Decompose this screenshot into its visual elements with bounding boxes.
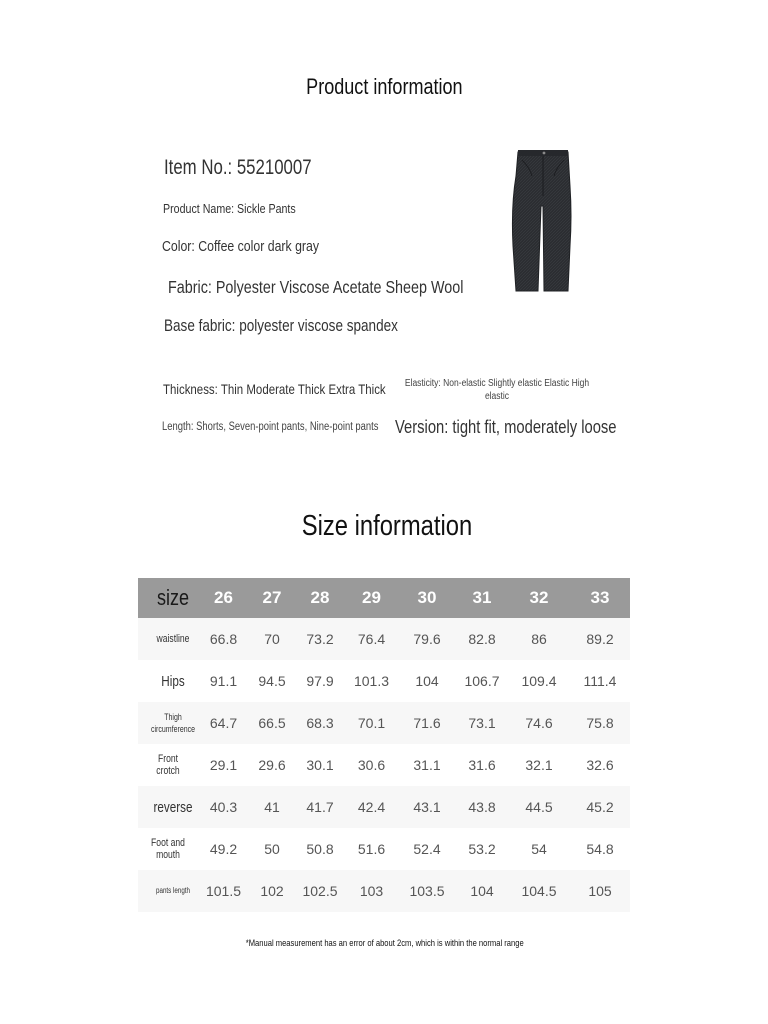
item-number: Item No.: 55210007 bbox=[164, 156, 312, 179]
table-cell: 32.1 bbox=[508, 744, 570, 786]
row-label-thigh: Thigh circumference bbox=[138, 702, 198, 744]
table-cell: 43.1 bbox=[398, 786, 456, 828]
measurement-note: *Manual measurement has an error of about 2cm, which is within the normal range bbox=[246, 938, 524, 949]
table-cell: 89.2 bbox=[570, 618, 630, 660]
product-base-fabric: Base fabric: polyester viscose spandex bbox=[164, 317, 398, 335]
size-header-cell: 30 bbox=[398, 578, 456, 618]
pants-illustration bbox=[508, 146, 576, 296]
product-thickness: Thickness: Thin Moderate Thick Extra Thick bbox=[163, 381, 386, 397]
table-row bbox=[138, 702, 630, 744]
table-cell: 75.8 bbox=[570, 702, 630, 744]
table-cell: 105 bbox=[570, 870, 630, 912]
table-row bbox=[138, 744, 630, 786]
row-label-waistline: waistline bbox=[138, 618, 198, 660]
table-cell: 101.5 bbox=[198, 870, 249, 912]
table-cell: 52.4 bbox=[398, 828, 456, 870]
table-cell: 44.5 bbox=[508, 786, 570, 828]
size-header-row bbox=[138, 578, 630, 618]
table-cell: 73.1 bbox=[456, 702, 508, 744]
table-row bbox=[138, 660, 630, 702]
table-row bbox=[138, 618, 630, 660]
product-color: Color: Coffee color dark gray bbox=[162, 238, 320, 255]
table-cell: 32.6 bbox=[570, 744, 630, 786]
table-cell: 51.6 bbox=[345, 828, 398, 870]
table-cell: 43.8 bbox=[456, 786, 508, 828]
table-cell: 49.2 bbox=[198, 828, 249, 870]
table-cell: 97.9 bbox=[295, 660, 345, 702]
table-cell: 109.4 bbox=[508, 660, 570, 702]
table-cell: 74.6 bbox=[508, 702, 570, 744]
table-cell: 103 bbox=[345, 870, 398, 912]
table-cell: 102.5 bbox=[295, 870, 345, 912]
table-cell: 91.1 bbox=[198, 660, 249, 702]
table-cell: 94.5 bbox=[249, 660, 295, 702]
table-cell: 70 bbox=[249, 618, 295, 660]
table-cell: 29.6 bbox=[249, 744, 295, 786]
table-cell: 73.2 bbox=[295, 618, 345, 660]
table-cell: 71.6 bbox=[398, 702, 456, 744]
table-cell: 54 bbox=[508, 828, 570, 870]
row-label-foot-mouth: Foot and mouth bbox=[138, 828, 198, 870]
table-cell: 66.8 bbox=[198, 618, 249, 660]
table-cell: 104 bbox=[456, 870, 508, 912]
table-cell: 86 bbox=[508, 618, 570, 660]
size-table bbox=[138, 578, 630, 912]
product-elasticity: Elasticity: Non-elastic Slightly elastic Elastic High elastic bbox=[404, 378, 590, 402]
table-cell: 103.5 bbox=[398, 870, 456, 912]
table-cell: 101.3 bbox=[345, 660, 398, 702]
table-cell: 68.3 bbox=[295, 702, 345, 744]
table-cell: 31.6 bbox=[456, 744, 508, 786]
table-cell: 50 bbox=[249, 828, 295, 870]
page-title: Product information bbox=[305, 74, 463, 99]
pants-image bbox=[508, 146, 576, 296]
table-cell: 66.5 bbox=[249, 702, 295, 744]
table-cell: 102 bbox=[249, 870, 295, 912]
table-row bbox=[138, 870, 630, 912]
size-section-title: Size information bbox=[301, 510, 473, 542]
table-cell: 111.4 bbox=[570, 660, 630, 702]
table-cell: 40.3 bbox=[198, 786, 249, 828]
table-cell: 30.1 bbox=[295, 744, 345, 786]
product-version: Version: tight fit, moderately loose bbox=[395, 417, 617, 437]
size-header-cell: 27 bbox=[249, 578, 295, 618]
size-header-cell: 26 bbox=[198, 578, 249, 618]
product-length: Length: Shorts, Seven-point pants, Nine-point pants bbox=[162, 421, 379, 433]
table-cell: 104 bbox=[398, 660, 456, 702]
table-cell: 106.7 bbox=[456, 660, 508, 702]
table-cell: 29.1 bbox=[198, 744, 249, 786]
size-header-cell: 29 bbox=[345, 578, 398, 618]
table-cell: 79.6 bbox=[398, 618, 456, 660]
table-cell: 30.6 bbox=[345, 744, 398, 786]
table-cell: 41.7 bbox=[295, 786, 345, 828]
table-cell: 53.2 bbox=[456, 828, 508, 870]
row-label-front-crotch: Front crotch bbox=[138, 744, 198, 786]
size-header-cell: 31 bbox=[456, 578, 508, 618]
size-table-body bbox=[138, 618, 630, 912]
size-header-cell: 33 bbox=[570, 578, 630, 618]
table-cell: 50.8 bbox=[295, 828, 345, 870]
table-cell: 104.5 bbox=[508, 870, 570, 912]
table-cell: 42.4 bbox=[345, 786, 398, 828]
table-row bbox=[138, 786, 630, 828]
row-label-hips: Hips bbox=[138, 660, 198, 702]
table-row bbox=[138, 828, 630, 870]
table-cell: 70.1 bbox=[345, 702, 398, 744]
size-header-cell: 28 bbox=[295, 578, 345, 618]
row-label-reverse: reverse bbox=[138, 786, 198, 828]
table-cell: 41 bbox=[249, 786, 295, 828]
product-name: Product Name: Sickle Pants bbox=[163, 201, 296, 216]
table-cell: 54.8 bbox=[570, 828, 630, 870]
size-header-cell: 32 bbox=[508, 578, 570, 618]
table-cell: 64.7 bbox=[198, 702, 249, 744]
row-label-pants-length: pants length bbox=[138, 870, 198, 912]
size-header-label: size bbox=[138, 578, 198, 618]
table-cell: 45.2 bbox=[570, 786, 630, 828]
table-cell: 76.4 bbox=[345, 618, 398, 660]
table-cell: 31.1 bbox=[398, 744, 456, 786]
table-cell: 82.8 bbox=[456, 618, 508, 660]
product-fabric: Fabric: Polyester Viscose Acetate Sheep Wool bbox=[168, 277, 464, 297]
